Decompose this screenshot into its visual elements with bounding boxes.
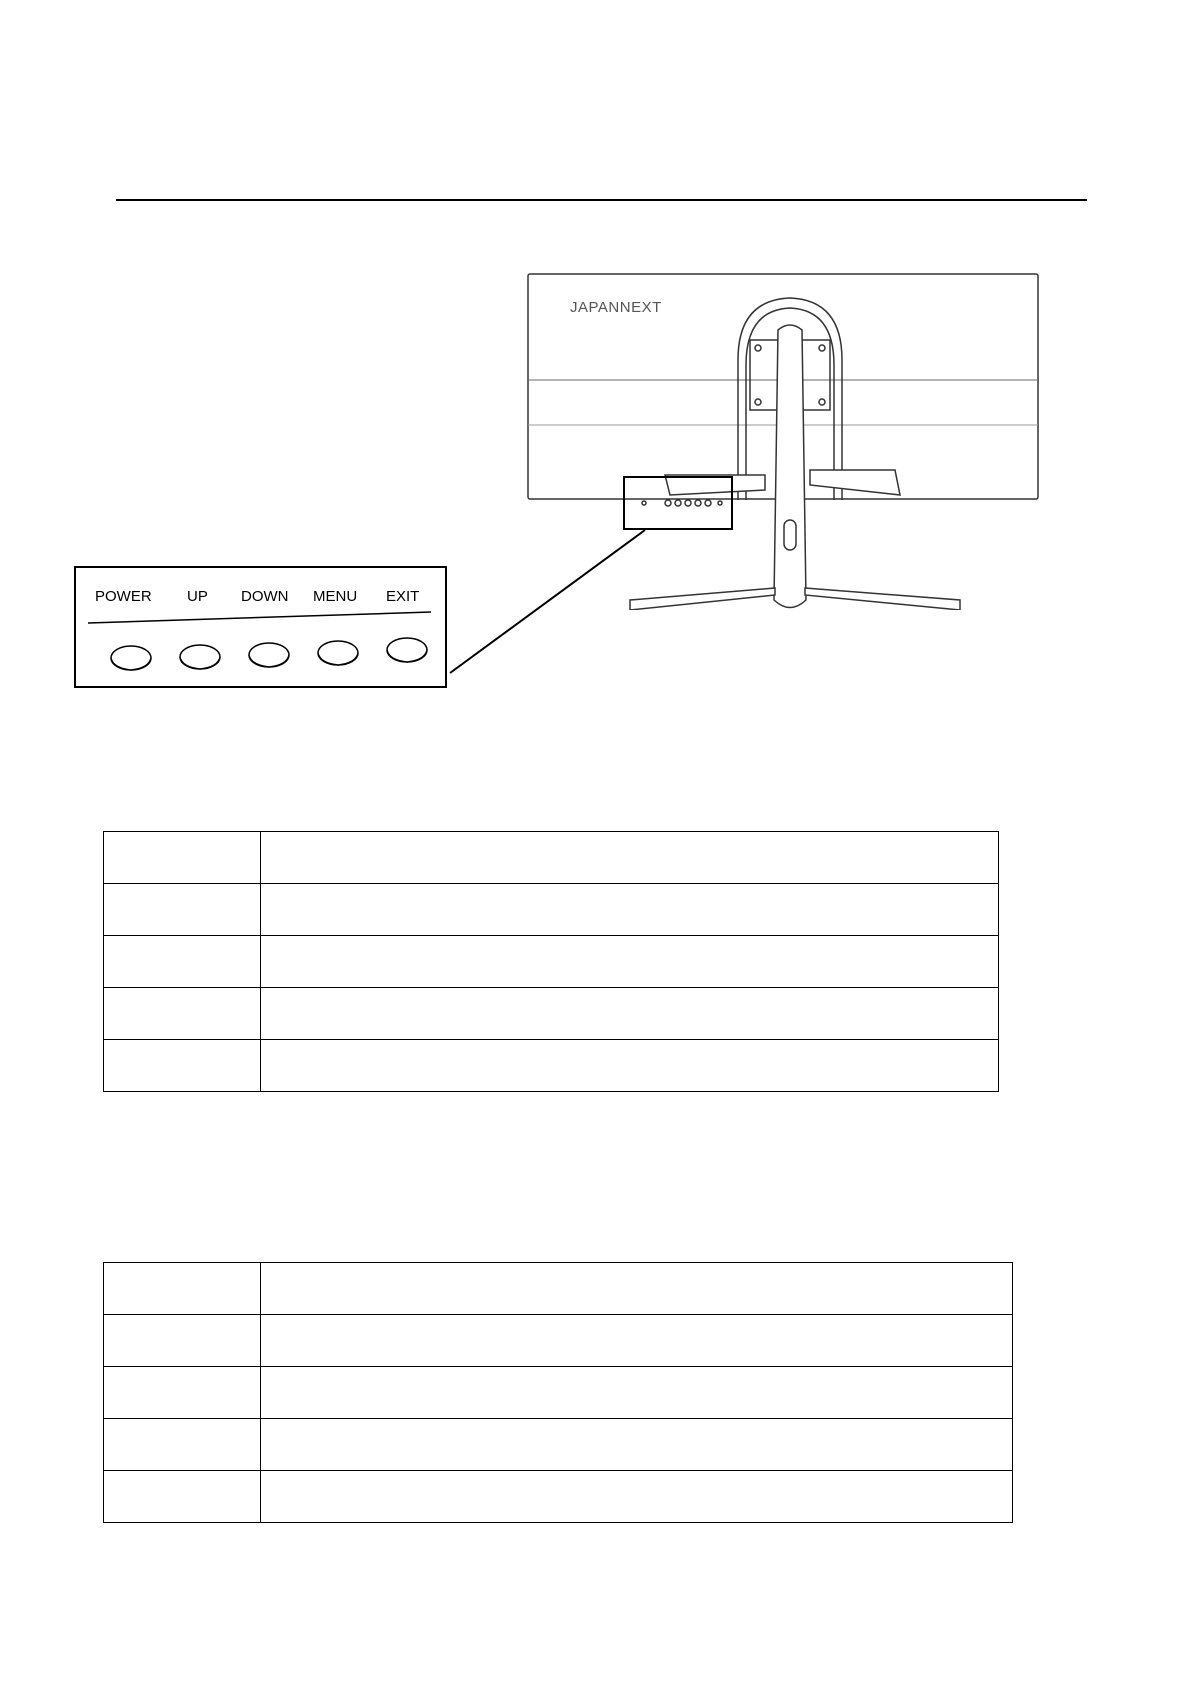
table-cell-desc — [261, 1419, 1013, 1471]
table-row — [104, 936, 999, 988]
power-button — [111, 646, 151, 670]
table-cell-desc — [261, 1263, 1013, 1315]
table-row — [104, 988, 999, 1040]
table-cell-key — [104, 988, 261, 1040]
exit-button — [387, 638, 427, 662]
table-row — [104, 832, 999, 884]
table-row — [104, 1471, 1013, 1523]
table-row — [104, 1263, 1013, 1315]
stand-leg-right — [805, 588, 960, 610]
button-label-up: UP — [187, 588, 208, 605]
table-cell-desc — [261, 1040, 999, 1092]
table-row — [104, 1040, 999, 1092]
monitor-rear-illustration — [520, 270, 1045, 610]
table-row — [104, 1419, 1013, 1471]
table-cell-key — [104, 1471, 261, 1523]
stand-neck — [774, 325, 806, 608]
table-cell-desc — [261, 832, 999, 884]
table-cell-key — [104, 832, 261, 884]
brand-logo: JAPANNEXT — [570, 299, 662, 316]
button-label-power: POWER — [95, 588, 152, 605]
button-function-table-1 — [103, 831, 999, 1092]
table-cell-key — [104, 884, 261, 936]
table-cell-key — [104, 1040, 261, 1092]
table-cell-desc — [261, 936, 999, 988]
table-cell-key — [104, 1367, 261, 1419]
table-cell-desc — [261, 1367, 1013, 1419]
button-drawing — [76, 568, 449, 690]
down-button — [249, 643, 289, 667]
table-row — [104, 1315, 1013, 1367]
table-row — [104, 1367, 1013, 1419]
button-label-down: DOWN — [241, 588, 289, 605]
button-label-exit: EXIT — [386, 588, 420, 605]
button-function-table-2 — [103, 1262, 1013, 1523]
table-cell-key — [104, 1315, 261, 1367]
up-button — [180, 645, 220, 669]
table-cell-key — [104, 936, 261, 988]
table-row — [104, 884, 999, 936]
table-cell-desc — [261, 988, 999, 1040]
control-buttons-panel — [74, 566, 447, 688]
table-cell-desc — [261, 1471, 1013, 1523]
table-cell-desc — [261, 1315, 1013, 1367]
table-cell-key — [104, 1263, 261, 1315]
menu-button — [318, 641, 358, 665]
stand-leg-left — [630, 588, 775, 610]
table-cell-desc — [261, 884, 999, 936]
table-cell-key — [104, 1419, 261, 1471]
header-rule — [116, 199, 1087, 201]
button-label-menu: MENU — [313, 588, 358, 605]
